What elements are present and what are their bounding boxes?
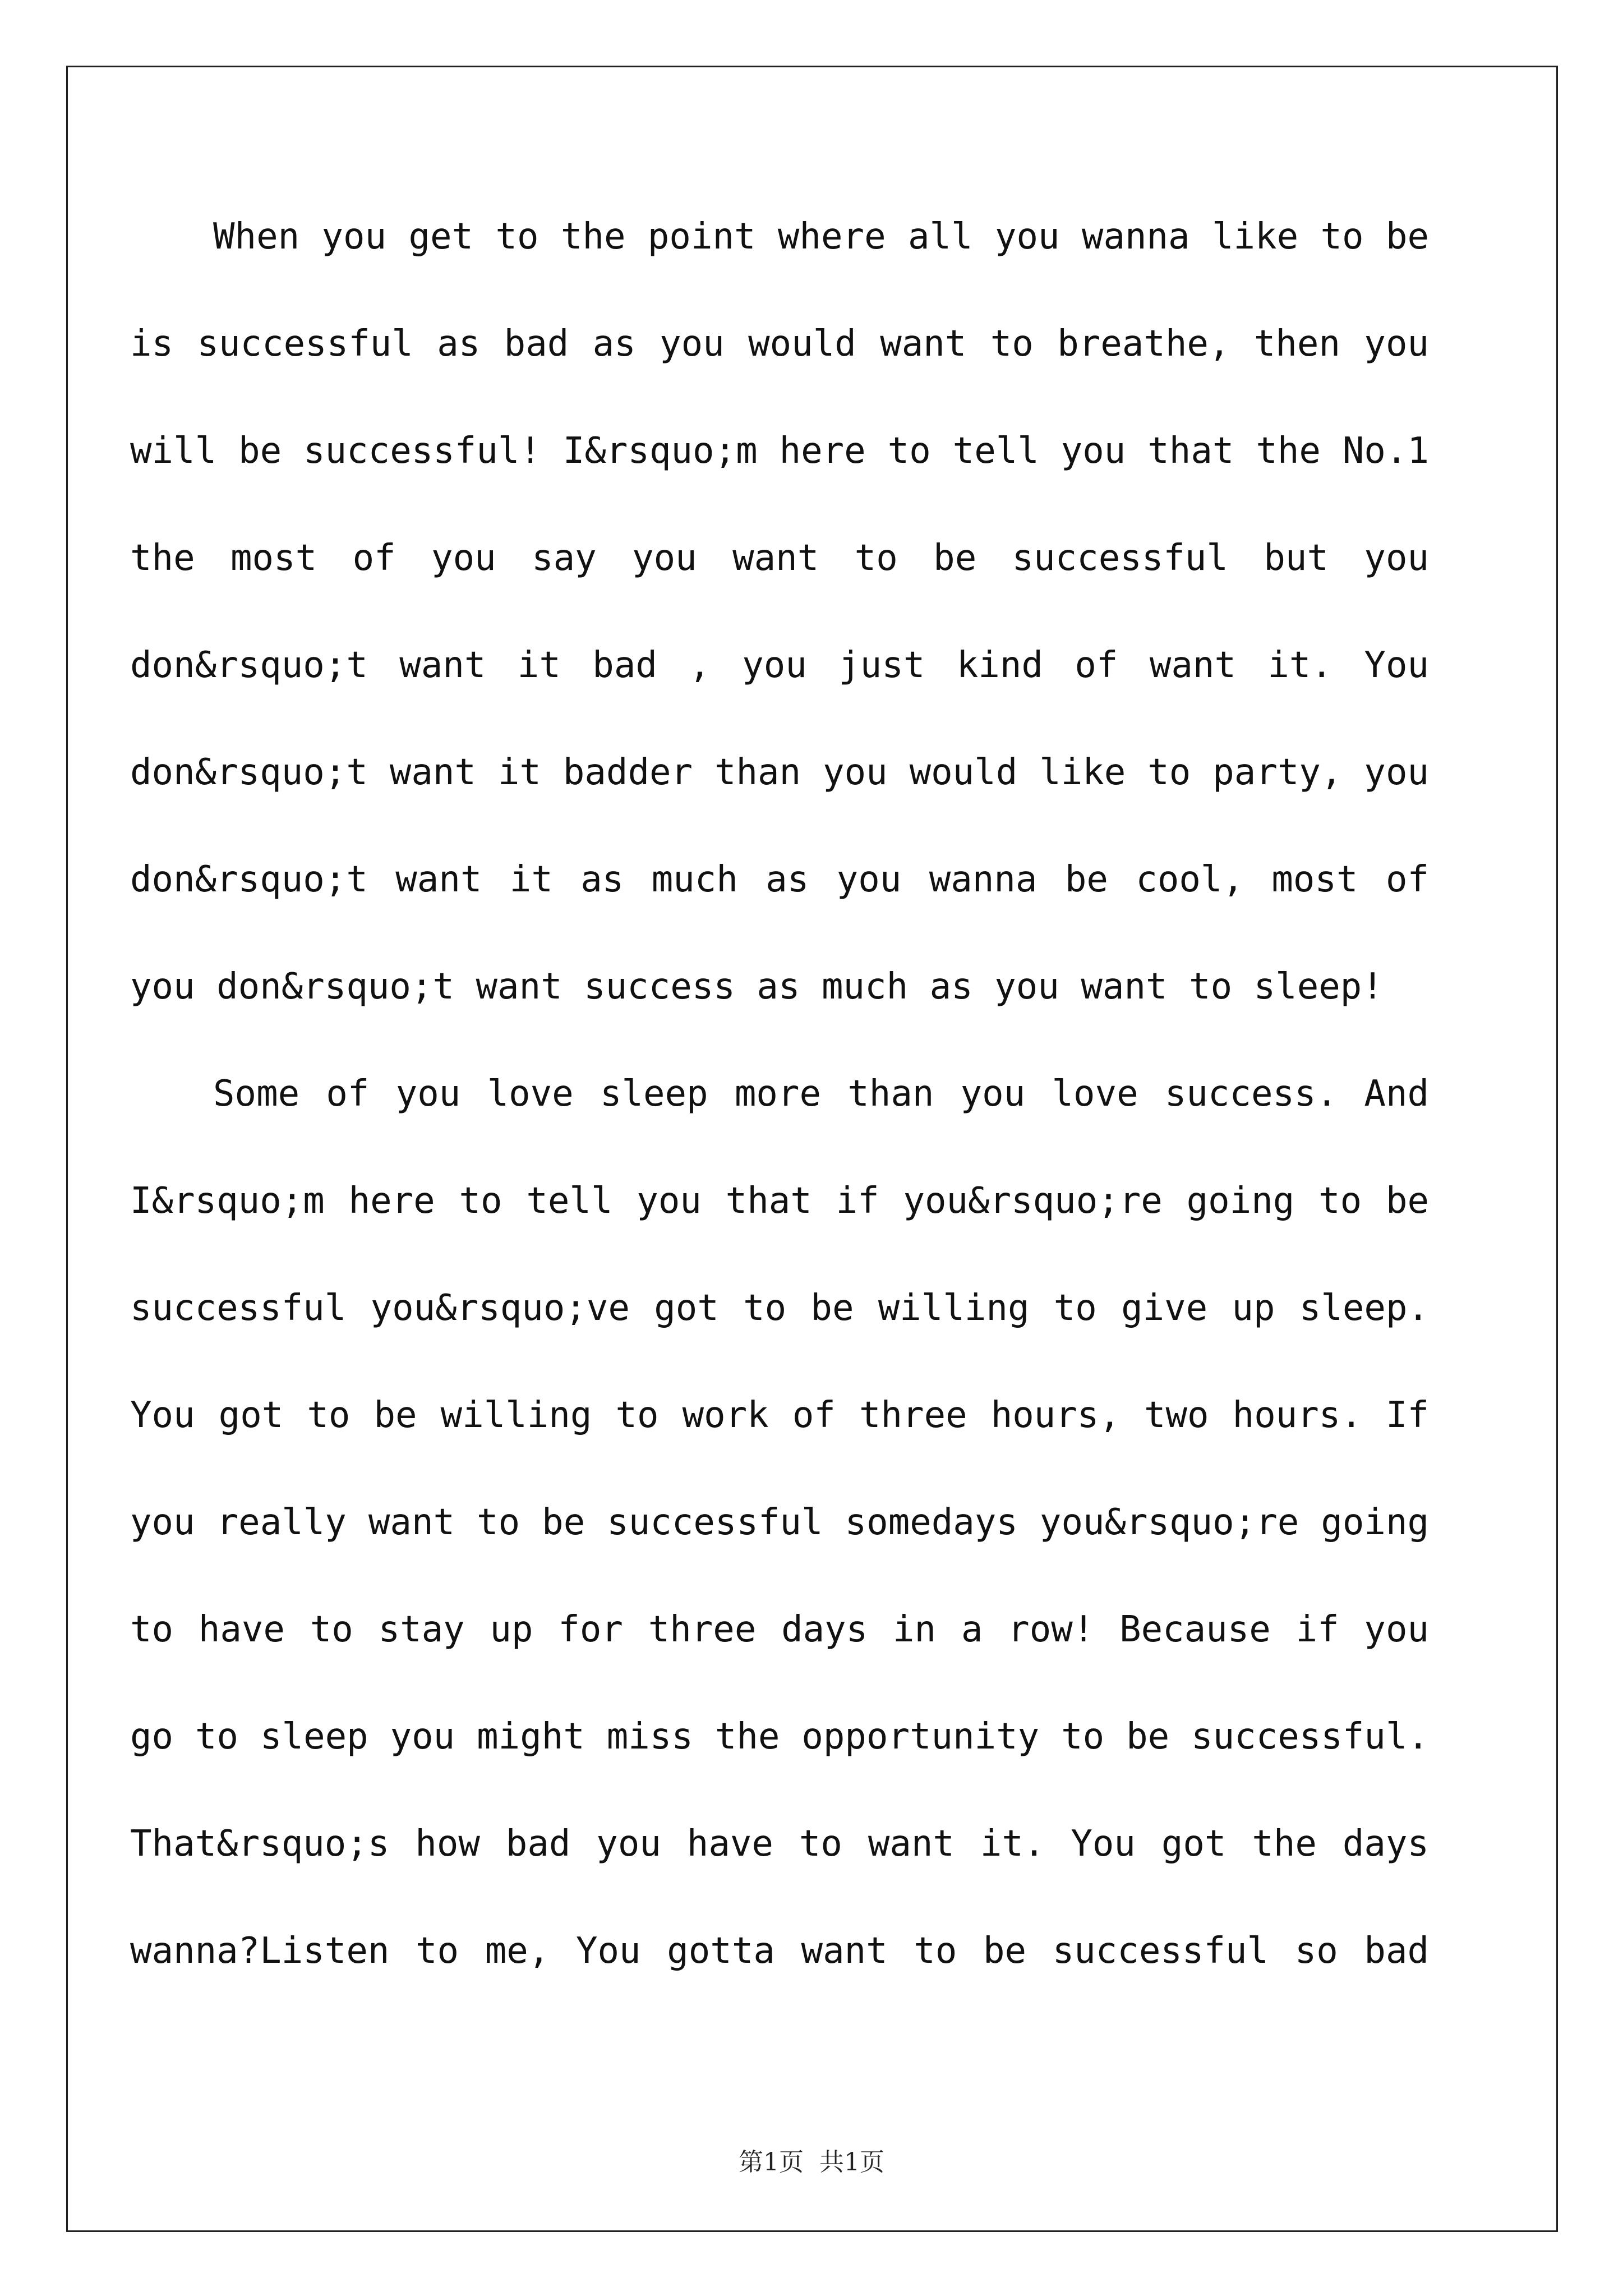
- text-line: don&rsquo;t want it badder than you would like to party, you: [130, 752, 1429, 793]
- text-line: is successful as bad as you would want to breathe, then you: [130, 323, 1429, 365]
- text-line: the most of you say you want to be successful but you: [130, 537, 1429, 579]
- text-line: go to sleep you might miss the opportunity to be successful.: [130, 1716, 1429, 1757]
- text-line: You got to be willing to work of three hours, two hours. If: [130, 1395, 1429, 1436]
- text-line: wanna?Listen to me, You gotta want to be successful so bad: [130, 1930, 1429, 1972]
- text-line: you don&rsquo;t want success as much as you want to sleep!: [130, 966, 1384, 1007]
- text-line: I&rsquo;m here to tell you that if you&rsquo;re going to be: [130, 1180, 1429, 1222]
- text-line: don&rsquo;t want it bad , you just kind of want it. You: [130, 645, 1429, 686]
- text-line: to have to stay up for three days in a row! Because if you: [130, 1609, 1429, 1650]
- document-body: [130, 217, 1429, 2038]
- page-number: 第1页 共1页: [739, 2148, 884, 2177]
- text-line: will be successful! I&rsquo;m here to tell you that the No.1: [130, 430, 1429, 472]
- text-line: don&rsquo;t want it as much as you wanna be cool, most of: [130, 859, 1429, 900]
- text-line: successful you&rsquo;ve got to be willing to give up sleep.: [130, 1287, 1429, 1329]
- text-line: Some of you love sleep more than you love success. And: [213, 1073, 1429, 1115]
- text-line: That&rsquo;s how bad you have to want it. You got the days: [130, 1823, 1429, 1865]
- text-line: When you get to the point where all you wanna like to be: [213, 216, 1429, 257]
- text-line: you really want to be successful somedays you&rsquo;re going: [130, 1502, 1429, 1543]
